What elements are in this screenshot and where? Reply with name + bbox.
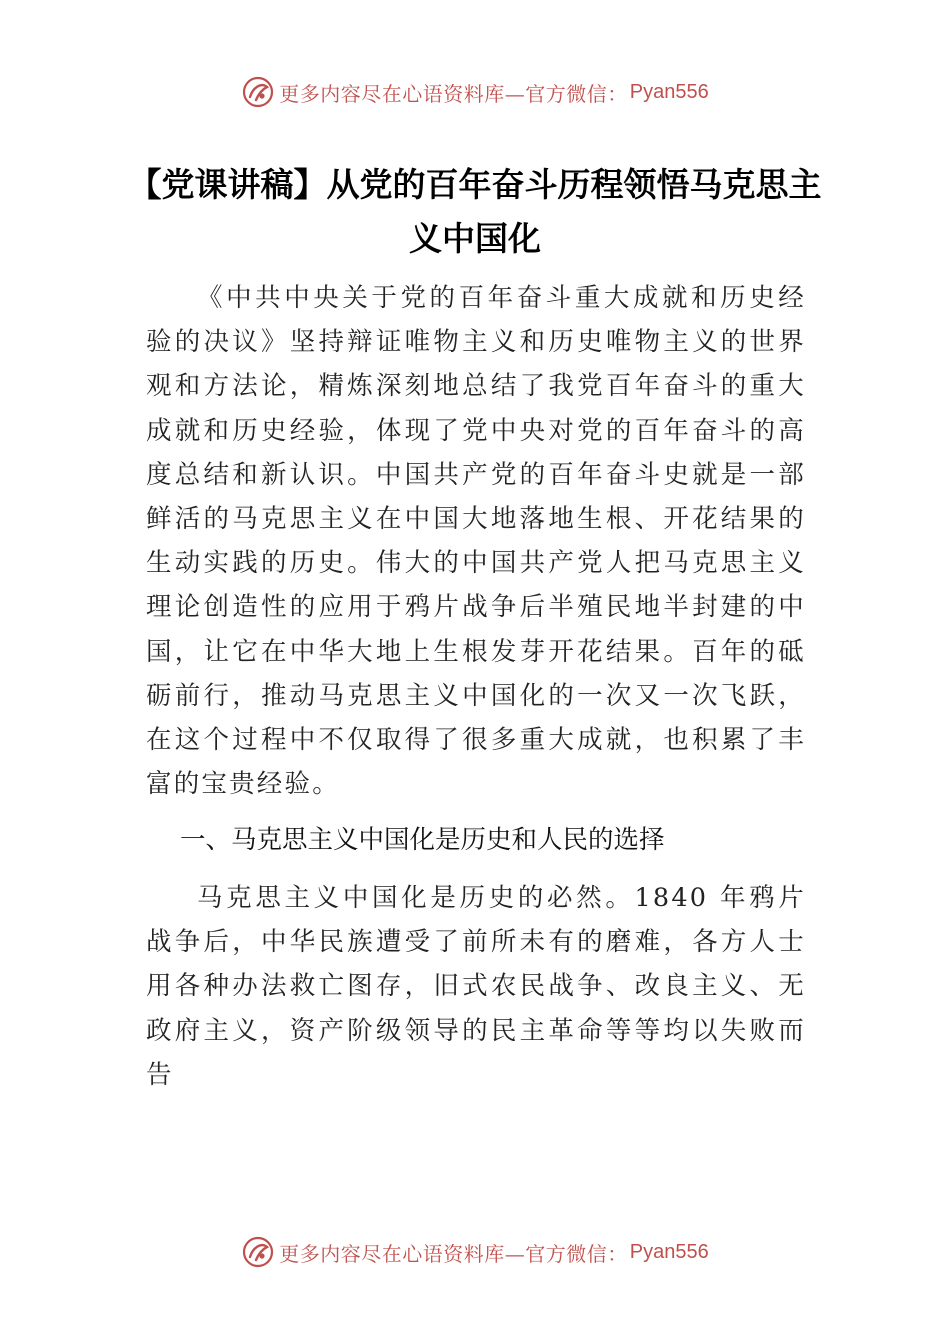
banner-wechat-id: Pyan556	[629, 1240, 709, 1263]
brand-logo-icon	[241, 1235, 275, 1269]
header-watermark-banner	[0, 72, 950, 112]
banner-text: 更多内容尽在心语资料库—官方微信：	[279, 1241, 628, 1266]
brand-logo-icon	[241, 75, 275, 109]
banner-text: 更多内容尽在心语资料库—官方微信：	[279, 81, 628, 106]
banner-wechat-id: Pyan556	[629, 80, 709, 103]
paragraph-section-1: 马克思主义中国化是历史的必然。1840 年鸦片战争后，中华民族遭受了前所未有的磨难，各方人士用各种办法救亡图存，旧式农民战争、改良主义、无政府主义，资产阶级领导的民主革命等等均以失败而告	[146, 883, 806, 1090]
paragraph-intro: 《中共中央关于党的百年奋斗重大成就和历史经验的决议》坚持辩证唯物主义和历史唯物主义的世界观和方法论，精炼深刻地总结了我党百年奋斗的重大成就和历史经验，体现了党中央对党的百年奋斗的高度总结和新认识。中国共产党的百年奋斗史就是一部鲜活的马克思主义在中国大地落地生根、开花结果的生动实践的历史。伟大的中国共产党人把马克思主义理论创造性的应用于鸦片战争后半殖民地半封建的中国，让它在中华大地上生根发芽开花结果。百年的砥砺前行，推动马克思主义中国化的一次又一次飞跃，在这个过程中不仅取得了很多重大成就，也积累了丰富的宝贵经验。	[146, 283, 806, 800]
document-title: 【党课讲稿】从党的百年奋斗历程领悟马克思主义中国化	[128, 165, 822, 259]
footer-watermark-banner	[0, 1232, 950, 1272]
section-heading-1: 一、马克思主义中国化是历史和人民的选择	[180, 825, 665, 855]
